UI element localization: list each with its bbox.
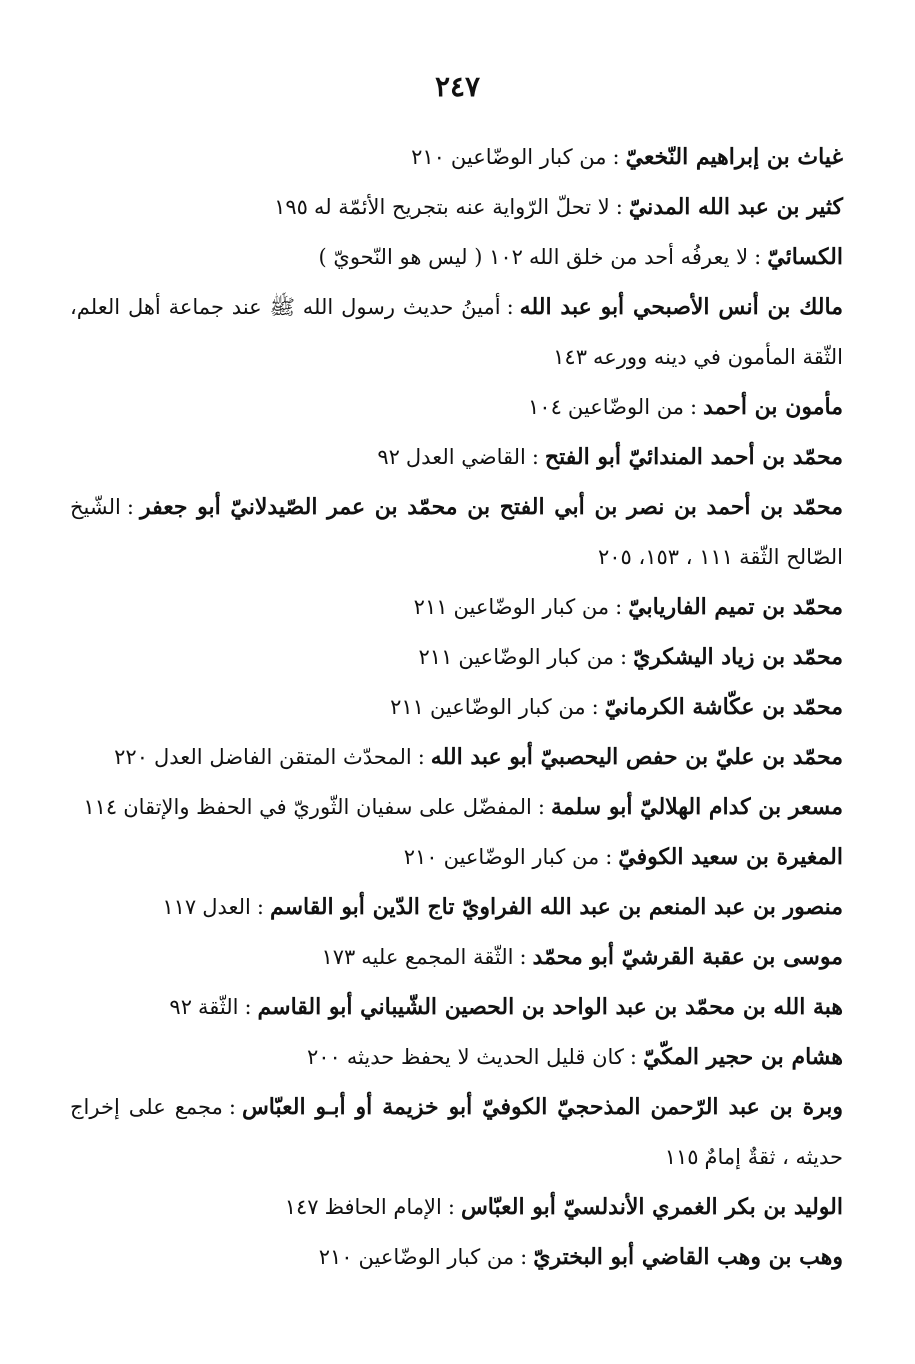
- index-entry: [70, 1182, 843, 1232]
- index-entry: [70, 782, 843, 832]
- entry-separator: :: [531, 445, 539, 469]
- entry-name: الوليد بن بكر الغمري الأندلسيّ أبو العبّاس: [460, 1194, 843, 1220]
- entry-name: وهب بن وهب القاضي أبو البختريّ: [533, 1244, 843, 1270]
- index-entry: [70, 1082, 843, 1182]
- entry-page-ref: ١٩٥: [274, 195, 308, 219]
- entry-separator: :: [629, 1045, 637, 1069]
- entry-separator: :: [228, 1095, 236, 1119]
- index-entry: [70, 232, 843, 282]
- entry-separator: :: [754, 245, 762, 269]
- entry-page-ref: ٩٢: [377, 445, 400, 469]
- entry-page-ref: ١١١ ، ١٥٣، ٢٠٥: [597, 545, 734, 569]
- entry-description: المفضّل على سفيان الثّوريّ في الحفظ والإتقان: [123, 795, 532, 819]
- index-entry: [70, 132, 843, 182]
- index-entry: [70, 582, 843, 632]
- entry-page-ref: ١٠٤: [528, 395, 562, 419]
- entry-page-ref: ١١٤: [83, 795, 118, 819]
- entry-separator: :: [126, 495, 134, 519]
- index-entry: [70, 1032, 843, 1082]
- entry-name: مأمون بن أحمد: [703, 394, 843, 420]
- entry-page-ref: ١٠٢ ( ليس هو النّحويّ ): [318, 245, 523, 269]
- entry-separator: :: [605, 845, 613, 869]
- entry-description: كان قليل الحديث لا يحفظ حديثه: [346, 1045, 624, 1069]
- index-entry: [70, 732, 843, 782]
- entry-page-ref: ١٤٣: [553, 345, 587, 369]
- entry-description: من كبار الوضّاعين: [443, 845, 600, 869]
- entry-separator: :: [689, 395, 698, 419]
- entry-description: العدل: [202, 895, 251, 919]
- entry-page-ref: ١٧٣: [321, 945, 356, 969]
- entry-name: محمّد بن عليّ بن حفص اليحصبيّ أبو عبد الله: [430, 744, 843, 770]
- page-number: ٢٤٧: [434, 70, 481, 103]
- entry-name: محمّد بن زياد اليشكريّ: [633, 644, 843, 670]
- entry-description: من كبار الوضّاعين: [358, 1245, 515, 1269]
- entry-page-ref: ١١٥: [664, 1145, 699, 1169]
- entry-description: من الوضّاعين: [567, 395, 684, 419]
- entry-description: من كبار الوضّاعين: [458, 645, 614, 669]
- index-entry: [70, 482, 843, 582]
- index-entry: [70, 382, 843, 432]
- entry-separator: :: [537, 795, 545, 819]
- entry-name: هبة الله بن محمّد بن عبد الواحد بن الحصين الشّيباني أبو القاسم: [257, 994, 843, 1020]
- entry-page-ref: ١٤٧: [284, 1195, 319, 1219]
- entry-name: مسعر بن كدام الهلاليّ أبو سلمة: [550, 794, 843, 820]
- entry-separator: :: [447, 1195, 455, 1219]
- entry-description: الشّيخ الصّالح الثّقة: [70, 495, 843, 569]
- entry-name: المغيرة بن سعيد الكوفيّ: [618, 844, 843, 870]
- index-entry: [70, 1232, 843, 1282]
- entry-name: منصور بن عبد المنعم بن عبد الله الفراويّ تاج الدّين أبو القاسم: [269, 894, 843, 920]
- entry-description: لا يعرفُه أحد من خلق الله: [528, 245, 749, 269]
- entry-name: موسى بن عقبة القرشيّ أبو محمّد: [532, 944, 843, 970]
- index-entry: [70, 632, 843, 682]
- entry-description: الثّقة: [197, 995, 239, 1019]
- entry-description: مجمع على إخراج حديثه ، ثقةٌ إمامٌ: [70, 1095, 843, 1169]
- entry-description: لا تحلّ الرّواية عنه بتجريح الأئمّة له: [313, 195, 610, 219]
- entry-description: من كبار الوضّاعين: [450, 145, 607, 169]
- entry-description: من كبار الوضّاعين: [453, 595, 610, 619]
- entry-name: غياث بن إبراهيم النّخعيّ: [625, 144, 843, 170]
- index-entry: [70, 682, 843, 732]
- entry-name: محمّد بن تميم الفاريابيّ: [628, 594, 843, 620]
- entry-separator: :: [615, 195, 623, 219]
- entry-description: أمينُ حديث رسول الله ﷺ عند جماعة أهل العلم، الثّقة المأمون في دينه وورعه: [70, 295, 843, 369]
- entry-separator: :: [506, 295, 514, 319]
- entry-name: محمّد بن أحمد المندائيّ أبو الفتح: [544, 444, 843, 470]
- entry-description: الإمام الحافظ: [324, 1195, 442, 1219]
- entry-name: هشام بن حجير المكّيّ: [643, 1044, 843, 1070]
- entry-separator: :: [520, 1245, 528, 1269]
- entry-name: الكسائيّ: [767, 244, 843, 270]
- entry-page-ref: ٢١١: [413, 595, 448, 619]
- entry-description: المحدّث المتقن الفاضل العدل: [154, 745, 412, 769]
- index-entries: [70, 132, 843, 1282]
- entry-name: مالك بن أنس الأصبحي أبو عبد الله: [519, 294, 843, 320]
- entry-page-ref: ٢١١: [390, 695, 424, 719]
- index-entry: [70, 832, 843, 882]
- entry-page-ref: ٢٢٠: [114, 745, 148, 769]
- entry-page-ref: ٢١٠: [403, 845, 438, 869]
- index-entry: [70, 182, 843, 232]
- entry-page-ref: ٩٢: [169, 995, 192, 1019]
- index-entry: [70, 982, 843, 1032]
- entry-page-ref: ١١٧: [162, 895, 197, 919]
- entry-page-ref: ٢١٠: [318, 1245, 353, 1269]
- index-entry: [70, 932, 843, 982]
- entry-page-ref: ٢١١: [418, 645, 453, 669]
- index-entry: [70, 282, 843, 382]
- entry-separator: :: [244, 995, 252, 1019]
- entry-separator: :: [619, 645, 628, 669]
- index-entry: [70, 882, 843, 932]
- entry-name: محمّد بن عكّاشة الكرمانيّ: [604, 694, 843, 720]
- entry-description: الثّقة المجمع عليه: [361, 945, 514, 969]
- entry-separator: :: [591, 695, 599, 719]
- entry-name: كثير بن عبد الله المدنيّ: [628, 194, 843, 220]
- entry-page-ref: ٢٠٠: [306, 1045, 341, 1069]
- entry-separator: :: [612, 145, 620, 169]
- entry-separator: :: [256, 895, 264, 919]
- entry-name: وبرة بن عبد الرّحمن المذحجيّ الكوفيّ أبو خزيمة أو أبـو العبّاس: [241, 1094, 843, 1120]
- entry-separator: :: [417, 745, 425, 769]
- entry-name: محمّد بن أحمد بن نصر بن أبي الفتح بن محمّد بن عمر الصّيدلانيّ أبو جعفر: [139, 494, 843, 520]
- entry-description: القاضي العدل: [405, 445, 526, 469]
- entry-page-ref: ٢١٠: [411, 145, 445, 169]
- entry-separator: :: [519, 945, 527, 969]
- entry-separator: :: [615, 595, 623, 619]
- index-entry: [70, 432, 843, 482]
- entry-description: من كبار الوضّاعين: [429, 695, 586, 719]
